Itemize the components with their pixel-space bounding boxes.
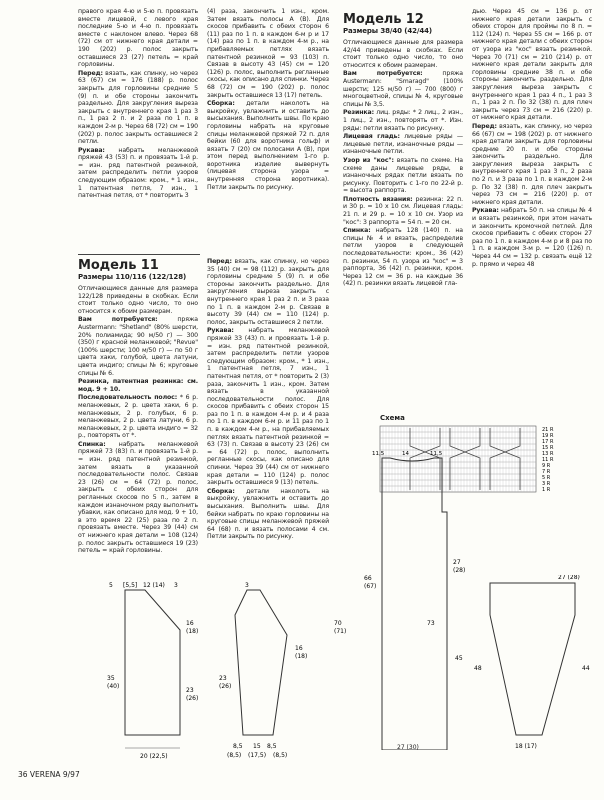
col2-mid-pered-text: вязать, как спинку, но через 35 (40) см = 98 (112) р. закрыть для горловины средние 5 (9) п. и обе стороны закончить раздельно. Для закругления выреза закрыть с внутреннего края 1 раз 2 п. и 3 раза по 1 п. в каждом 2-м р. Связав в высоту 39 (44) см = 110 (124) р. полос, закрыть оставшиеся 2 петли. xyxy=(207,258,329,326)
model12-rezinka xyxy=(343,109,463,132)
m12-sleeve-right2: 44 xyxy=(582,665,590,672)
m12-sleeve-diagram xyxy=(470,575,600,755)
m11-back-right3: 23 xyxy=(186,687,194,694)
m12-body-outline xyxy=(382,458,447,750)
model12-spinka xyxy=(343,227,463,288)
m12-body-diagram xyxy=(332,450,467,750)
schema-row-label: 17 R xyxy=(542,439,554,445)
schema-row-label: 3 R xyxy=(542,481,551,487)
schema-row-label: 15 R xyxy=(542,445,554,451)
model12-plot-text: резинка: 22 п. и 30 р. = 10 х 10 см. Лицевая гладь: 21 п. и 29 р. = 10 х 10 см. Узор из "кос": 3 раппорта = 54 п. = 20 см. xyxy=(343,195,463,226)
col1-rukava-text: набрать меланжевой пряжей 43 (53) п. и провязать 1-й р. = изн. ряд патентной резинкой, затем распределить петли узоров следующим образом: кром., * 1 изн., 1 патентная петля, 7 изн., 1 патентная петля, от * повторить 3 xyxy=(78,146,198,200)
col2-mid-rukava xyxy=(207,327,329,486)
col1-rukava xyxy=(78,147,198,200)
col1-top xyxy=(78,8,198,201)
m12-body-left3: 70 xyxy=(334,620,342,627)
col4-pered xyxy=(472,123,592,207)
m12-body-left1: 66 xyxy=(364,575,372,582)
m11-sleeve-diagram xyxy=(215,580,315,770)
m11-sleeve-bottom6: (8,5) xyxy=(273,752,288,759)
model12-glad xyxy=(343,133,463,156)
m12-sleeve-left: 48 xyxy=(474,665,482,672)
col4-rukava-text: набрать 50 п. на спицы № 4 и вязать резинкой, при этом начать и закончить кромочной петлей. Для скосов прибавить с обеих сторон 27 раз по 1 п. в каждом 4-м р и 8 раз по 1 п. в каждом 3-м р. = 120 (126) п. Через 44 см = 132 р. связать ещё 12 р. прямо и через 48 xyxy=(472,207,592,268)
model11-title: Модель 11 xyxy=(78,258,159,273)
col1-pered-label: Перед: xyxy=(78,69,103,77)
col2-mid-pered-label: Перед: xyxy=(207,258,232,265)
m12-sleeve-right1: 27 (28) xyxy=(558,575,580,581)
schema-row-label: 9 R xyxy=(542,463,551,469)
m11-sleeve-outline xyxy=(235,590,287,735)
col2-top xyxy=(207,8,329,192)
model11-polos-label: Последовательность полос: xyxy=(78,394,178,402)
col1-rukava-label: Рукава: xyxy=(78,146,105,154)
page-footer: 36 VERENA 9/97 xyxy=(18,770,80,779)
m11-back-left2: (40) xyxy=(107,683,120,690)
m11-sleeve-right2: (18) xyxy=(295,653,308,660)
m12-body-right1: 27 xyxy=(453,559,461,566)
model12-plot xyxy=(343,196,463,226)
model11-block xyxy=(78,258,198,556)
m11-sleeve-left2: (26) xyxy=(219,683,232,690)
schema-row-label: 5 R xyxy=(542,475,551,481)
m12-body-bottom: 27 (30) xyxy=(397,744,419,751)
schema-row-label: 1 R xyxy=(542,487,551,493)
col2-mid-sborka-text: детали наколоть на выкройку, увлажнить и оставить до высыхания. Выполнить швы. Для бейки набрать по краю горловины на круговые спицы меланжевой пряжей 64 (68) п. и вязать полосами 4 см. Петли закрыть по рисунку. xyxy=(207,487,329,541)
col2-sborka-text: детали наколоть на выкройку, увлажнить и оставить до высыхания. Выполнить швы. По краю горловины набрать на круговые спицы меланжевой пряжей 72 п. для бейки (60 для воротника гольф) и вязать 7 (20) см полосами A (B), при этом перед выполнением 1-го р. воротника изделие вывернуть (лицевая сторона узора = внутренняя сторона воротника). Петли закрыть по рисунку. xyxy=(207,100,329,191)
schema-row-label: 19 R xyxy=(542,433,554,439)
m11-back-top1: 5 xyxy=(109,582,113,589)
m11-sleeve-right1: 16 xyxy=(295,645,303,652)
model12-plot-label: Плотность вязания: xyxy=(343,195,413,203)
m12-body-right2: (28) xyxy=(453,567,466,574)
model11-sizes: Размеры 110/116 (122/128) xyxy=(78,273,187,281)
m11-back-bottom: 20 (22,5) xyxy=(140,753,168,760)
model12-koss-text: вязать по схеме. На схеме даны лицевые ряды, в изнаночных рядах петли вязать по рисунку. Повторить с 1-го по 22-й р. = высота раппорта. xyxy=(343,156,463,195)
col2-mid xyxy=(207,258,329,542)
m12-body-top3: 11,5 xyxy=(430,451,443,457)
col2-mid-pered xyxy=(207,258,329,326)
model12-spinka-label: Спинка: xyxy=(343,227,371,235)
m12-body-top2: 14 xyxy=(402,451,409,457)
m11-back-right1: 16 xyxy=(186,620,194,627)
m11-back-outline xyxy=(125,590,180,735)
model11-spinka-label: Спинка: xyxy=(78,440,106,448)
model11-intro: Отличающиеся данные для размера 122/128 приведены в скобках. Если стоит только одно число, то оно относится к обоим размерам. xyxy=(78,285,198,315)
col4-pered-label: Перед: xyxy=(472,122,497,130)
model12-needs-label: Вам потребуется: xyxy=(343,70,423,78)
col2-mid-sborka-label: Сборка: xyxy=(207,487,235,495)
col1-top-para: правого края 4-ю и 5-ю п. провязать вместе лицевой, с левого края последние 5-ю и 4-ю п. провязать вместе с наклоном влево. Через 68 (72) см от нижнего края детали = 190 (202) р. полос закрыть оставшиеся 23 (27) петель = край горловины. xyxy=(78,8,198,69)
m11-back-top3: 12 (14) xyxy=(143,582,165,589)
schema-label: Схема xyxy=(380,414,405,422)
m11-back-right4: (26) xyxy=(186,695,199,702)
schema-row-label: 11 R xyxy=(542,457,554,463)
m11-sleeve-bottom2: 15 xyxy=(253,743,261,750)
col2-top-para: (4) раза, закончить 1 изн., кром. Затем вязать полосы A (B). Для скосов прибавить с обеих сторон 6 (11) раз по 1 п. в каждом 6-м р и 17 (14) раз по 1 п. в каждом 4-м р., на прибавляемых петлях вязать патентной резинкой = 93 (103) п. Связав в высоту 43 (45) см = 120 (126) р. полос, выполнить регланные скосы, как описано для спинки. Через 68 (72) см = 190 (202) р. полос закрыть оставшиеся 13 (17) петель. xyxy=(207,8,329,99)
m12-body-right3: 45 xyxy=(455,655,463,662)
model12-needs xyxy=(343,70,463,108)
model11-rule xyxy=(78,254,200,255)
col4-pered-text: вязать, как спинку, но через 66 (67) см = 198 (202) р. от нижнего края детали закрыть для горловины средние 20 п. и обе стороны закончить раздельно. Для закругления выреза закрыть с внутреннего края 1 раз 3 п., 2 раза по 2 п. и 3 раза по 1 п. в каждом 2-м р. По 32 (38) п. для плеч закрыть через 73 см = 216 (220) р. от нижнего края детали. xyxy=(472,122,592,206)
m11-sleeve-top: 3 xyxy=(245,582,249,589)
model11-spinka-text: набрать меланжевой пряжей 73 (83) п. и провязать 1-й р. = изн. ряд патентной резинкой, затем вязать в указанной последовательности полос. Связав 23 (26) см = 64 (72) р. полос, закрыть с обеих сторон для регланных скосов по 5 п., затем в каждом изнаночном ряду выполнить убавки, как описано для мод. 9 + 10, в это время 22 (25) раза по 2 п. провязать вместе. Через 39 (44) см от нижнего края детали = 108 (124) р. полос закрыть оставшиеся 19 (23) петель = край горловины. xyxy=(78,440,198,555)
m11-back-diagram xyxy=(95,580,205,760)
col4-body: дью. Через 45 см = 136 р. от нижнего края детали закрыть с обеих сторон для проймы по 8 п. = 112 (124) п. Через 55 см = 166 р. от нижнего края детали с обеих сторон от узора из "кос" вязать резинкой. Через 70 (71) см = 210 (214) р. от нижнего края детали закрыть для горловины средние 38 п. и обе стороны закончить раздельно. Для закругления выреза закрыть с внутреннего края 1 раз 4 п., 1 раз 3 п., 1 раз 2 п. По 32 (38) п. для плеч закрыть через 73 см = 216 (220) р. от нижнего края детали. xyxy=(472,8,592,122)
model12-koss-label: Узор из "кос": xyxy=(343,156,394,164)
model11-needs-text: пряжа Austermann: "Shetland" (80% шерсти, 20% полиамида; 90 м/50 г) — 300 (350) г красной меланжевой; "Revue" (100% шерсти; 100 м/50 г) — по 50 г цвета хаки, голубой, цвета латуни, цвета индиго; спицы № 6; круговые спицы № 6. xyxy=(78,316,198,377)
col4-block xyxy=(472,8,592,269)
m11-sleeve-bottom4: (8,5) xyxy=(227,752,242,759)
schema-row-label: 7 R xyxy=(542,469,551,475)
m12-sleeve-outline xyxy=(490,583,575,735)
col2-sborka-label: Сборка: xyxy=(207,100,235,108)
model11-polos xyxy=(78,394,198,440)
m11-back-top2: [5,5] xyxy=(123,582,138,589)
schema-row-label: 13 R xyxy=(542,451,554,457)
model11-needs-label: Вам потребуется: xyxy=(78,316,158,324)
model11-polos-text: * 6 р. меланжевых, 2 р. цвета хаки, 6 р. меланжевых, 2 р. голубых, 6 р. меланжевых, 2 р. цвета латуни, 6 р. меланжевых, 2 р. цвета индиго = 32 р., повторять от *. xyxy=(78,394,198,440)
m11-sleeve-bottom3: 8,5 xyxy=(267,743,277,750)
model12-sizes: Размеры 38/40 (42/44) xyxy=(343,27,432,35)
schema-row-labels xyxy=(542,427,554,493)
col1-pered-text: вязать, как спинку, но через 63 (67) см = 176 (188) р. полос закрыть для горловины средние 5 (9) п. и обе стороны закончить раздельно. Для закругления выреза закрыть с внутреннего края 1 раз 3 п., 1 раз 2 п. и 2 раза по 1 п. в каждом 2-м р. Через 68 (72) см = 190 (202) р. полос закрыть оставшиеся 2 петли. xyxy=(78,69,198,146)
m11-sleeve-bottom1: 8,5 xyxy=(233,743,243,750)
model11-spinka xyxy=(78,441,198,555)
model12-koss xyxy=(343,157,463,195)
m11-sleeve-left1: 23 xyxy=(219,675,227,682)
col4-rukava-label: Рукава: xyxy=(472,207,499,215)
col2-sborka xyxy=(207,100,329,191)
col2-mid-rukava-text: набрать меланжевой пряжей 33 (43) п. и провязать 1-й р. = изн. ряд патентной резинкой, затем распределить петли узоров следующим образом: кром., * 1 изн., 1 патентная петля, 7 изн., 1 патентная петля, от * повторить 2 (3) раза, закончить 1 изн., кром. Затем вязать в указанной последовательности полос. Для скосов прибавить с обеих сторон 15 раз по 1 п. в каждом 4-м р. и 4 раза по 1 п. в каждом 6-м р. и 11 раз по 1 п. в каждом 4-м р., на прибавляемых петлях вязать патентной резинкой = 63 (73) п. Связав в высоту 23 (26) см = 64 (72) р. полос, выполнить регланные скосы, как описано для спинки. Через 39 (44) см от нижнего края детали = 110 (124) р. полос закрыть оставшиеся 9 (13) петель. xyxy=(207,327,329,487)
m11-back-right2: (18) xyxy=(186,628,199,635)
m12-body-left4: (71) xyxy=(334,628,347,635)
m11-back-left1: 35 xyxy=(107,675,115,682)
model12-glad-label: Лицевая гладь: xyxy=(343,133,400,141)
model12-glad-text: лицевые ряды — лицевые петли, изнаночные ряды — изнаночные петли. xyxy=(343,133,463,156)
model12-needs-text: пряжа Austermann: "Smaragd" (100% шерсти; 125 м/50 г) — 700 (800) г многоцветной, спицы № 4, круговые спицы № 3,5. xyxy=(343,70,463,108)
m12-body-left2: (67) xyxy=(364,583,377,590)
m11-sleeve-bottom5: (17,5) xyxy=(248,752,267,759)
model12-rezinka-label: Резинка: xyxy=(343,109,374,117)
col2-mid-rukava-label: Рукава: xyxy=(207,327,234,335)
model12-rezinka-text: лиц. ряды: * 2 лиц., 2 изн., 1 лиц., 2 изн., повторять от *. Изн. ряды: петли вязать по рисунку. xyxy=(343,109,463,132)
model12-block xyxy=(343,12,463,289)
model12-title: Модель 12 xyxy=(343,12,424,27)
model12-spinka-text: набрать 128 (140) п. на спицы № 4 и вязать, распределив петли узоров в следующей последовательности: кром., 36 (42) п. резинки, 54 п. узора из "кос" = 3 раппорта, 36 (42) п. резинки, кром. Через 12 см = 36 р. на каждые 36 (42) п. резинки вязать лицевой гла- xyxy=(343,227,463,288)
model11-rezinka: Резинка, патентная резинка: см. мод. 9 + 10. xyxy=(78,378,198,393)
model12-intro: Отличающиеся данные для размера 42/44 приведены в скобках. Если стоит только одно число, то оно относится к обоим размерам. xyxy=(343,39,463,69)
m12-body-top1: 11,5 xyxy=(372,451,385,457)
m11-back-top4: 3 xyxy=(174,582,178,589)
col2-mid-sborka xyxy=(207,488,329,541)
col4-rukava xyxy=(472,207,592,268)
m12-sleeve-bottom: 18 (17) xyxy=(515,743,537,750)
col1-pered xyxy=(78,70,198,146)
schema-row-label: 21 R xyxy=(542,427,554,433)
model11-needs xyxy=(78,316,198,377)
m12-body-right4: 73 xyxy=(427,620,435,627)
